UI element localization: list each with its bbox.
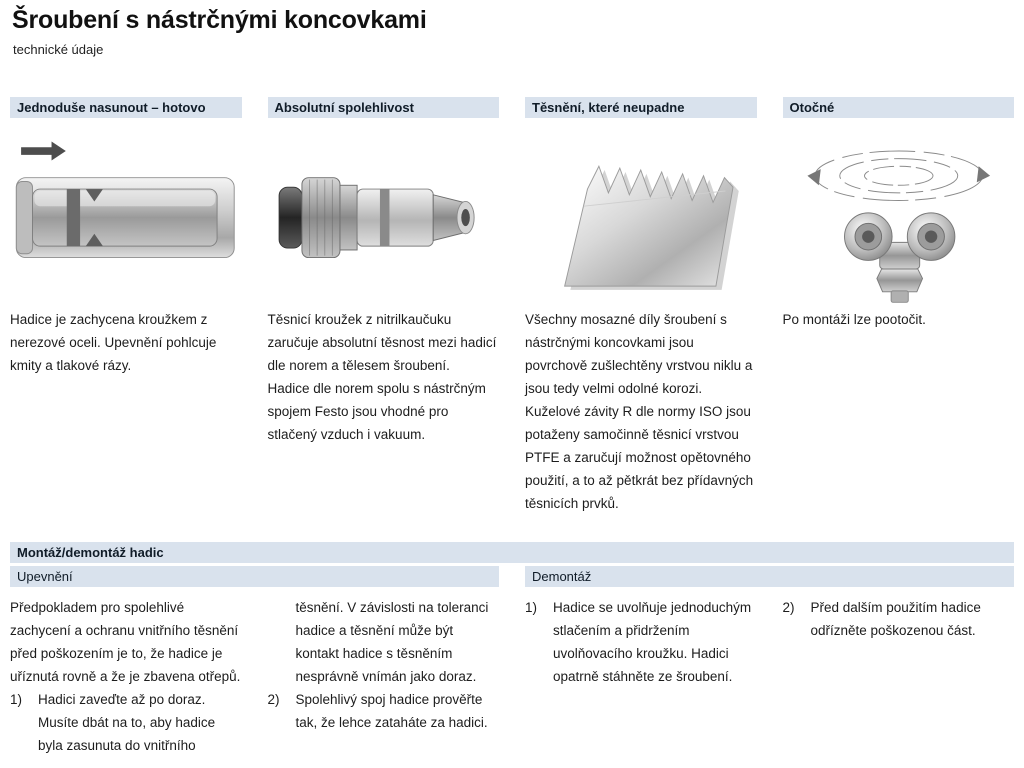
rotation-swirl-icon — [807, 151, 990, 200]
intro-paragraph: Předpokladem pro spolehlivé zachycení a ochranu vnitřního těsnění před poškozením je to, že hadice je uříznutá rovně a že je zbavena otřepů. — [10, 600, 241, 684]
feature-2-body — [268, 308, 500, 446]
assembly-section — [10, 542, 1014, 757]
body-paragraph: Těsnicí kroužek z nitrilkaučuku zaručuje absolutní těsnost mezi hadicí dle norem a tělesem šroubení. — [267, 312, 497, 373]
upevneni-col-1 — [10, 596, 242, 757]
feature-4-body — [783, 308, 1015, 331]
upevneni-header-bar: Upevnění — [10, 566, 499, 587]
body-paragraph: Po montáži lze pootočit. — [782, 312, 926, 327]
body-paragraph: Hadice je zachycena kroužkem z nerezové oceli. Upevnění pohlcuje kmity a tlakové rázy. — [10, 312, 217, 373]
feature-3-illustration — [525, 118, 757, 308]
item-text: Před dalším použitím hadice odřízněte poškozenou část. — [810, 600, 981, 638]
assembly-text-columns — [10, 596, 1014, 757]
fitting-cross-section-icon — [268, 132, 500, 308]
feature-4-illustration — [783, 118, 1015, 308]
direction-arrow-icon — [21, 142, 66, 161]
feature-column-1 — [10, 97, 242, 515]
upevneni-col-2 — [268, 596, 500, 757]
feature-1-header-bar: Jednoduše nasunout – hotovo — [10, 97, 242, 118]
continuation-paragraph: těsnění. V závislosti na toleranci hadice a těsnění může být kontakt hadice s těsněním nesprávně vnímán jako doraz. — [295, 600, 489, 684]
feature-2-header-bar: Absolutní spolehlivost — [268, 97, 500, 118]
feature-4-header-bar: Otočné — [783, 97, 1015, 118]
item-text: Hadici zaveďte až po doraz. Musíte dbát na to, aby hadice byla zasunuta do vnitřního — [38, 692, 216, 753]
feature-2-illustration — [268, 118, 500, 308]
demontaz-header-bar: Demontáž — [525, 566, 1014, 587]
page-title: Šroubení s nástrčnými koncovkami — [12, 6, 427, 34]
item-text: Spolehlivý spoj hadice prověřte tak, že lehce zataháte za hadici. — [295, 692, 488, 730]
item-number: 1) — [10, 692, 23, 707]
list-item — [10, 688, 242, 757]
feature-1-illustration — [10, 118, 242, 308]
assembly-subheaders — [10, 566, 1014, 587]
assembly-header-bar: Montáž/demontáž hadic — [10, 542, 1014, 563]
features-row — [10, 97, 1014, 515]
demontaz-col-2 — [783, 596, 1015, 757]
feature-3-header-bar: Těsnění, které neupadne — [525, 97, 757, 118]
hose-fitting-with-retaining-ring-icon — [10, 132, 242, 308]
rotatable-distributor-icon — [783, 132, 1015, 308]
feature-3-body — [525, 308, 757, 515]
list-item — [268, 688, 500, 734]
demontaz-col-1 — [525, 596, 757, 757]
item-number: 1) — [525, 600, 538, 615]
serrated-seal-strip-icon — [525, 132, 757, 308]
list-item — [525, 596, 757, 688]
feature-column-2 — [268, 97, 500, 515]
feature-column-4 — [783, 97, 1015, 515]
body-paragraph: Všechny mosazné díly šroubení s nástrčnými koncovkami jsou povrchově zušlechtěny vrstvou niklu a jsou tedy velmi odolné korozi. Kuželové závity R dle normy ISO jsou potaženy samočinně těsnicí vrstvou PTFE a zaručují možnost opětovného použití, a to až pětkrát bez přídavných těsnicích prvků. — [525, 312, 754, 511]
page-subtitle: technické údaje — [13, 42, 104, 57]
item-number: 2) — [267, 692, 280, 707]
feature-1-body — [10, 308, 242, 377]
list-item — [783, 596, 1015, 642]
body-paragraph: Hadice dle norem spolu s nástrčným spojem Festo jsou vhodné pro stlačený vzduch i vakuum. — [267, 381, 486, 442]
item-number: 2) — [782, 600, 795, 615]
feature-column-3 — [525, 97, 757, 515]
item-text: Hadice se uvolňuje jednoduchým stlačením a přidržením uvolňovacího kroužku. Hadici opatrně stáhněte ze šroubení. — [553, 600, 752, 684]
